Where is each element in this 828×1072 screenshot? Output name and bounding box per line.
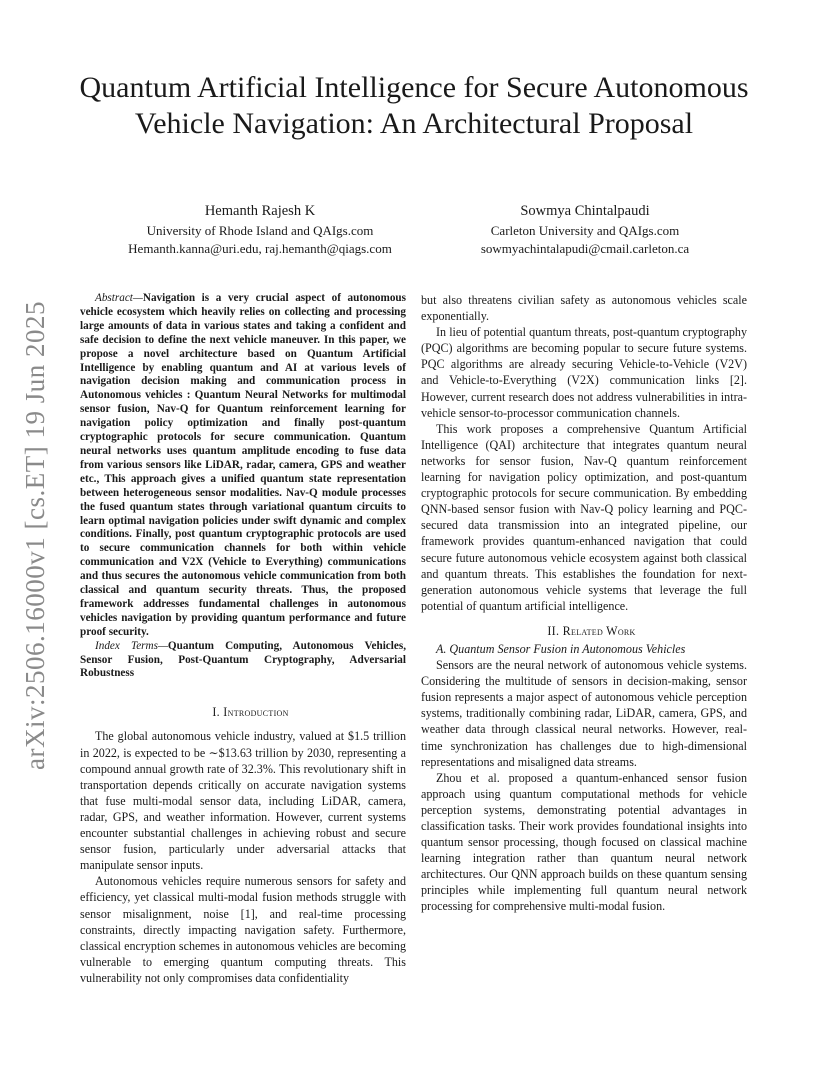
author-name: Sowmya Chintalpaudi bbox=[520, 203, 650, 219]
abstract-text: Navigation is a very crucial aspect of autonomous vehicle ecosystem which heavily relies on collecting and processing large amounts of data in various states and taking a confident and safe decision to define the next vehicle maneuver. In this paper, we propose a novel architecture based on Quantum Artificial Intelligence by enabling quantum and AI at various levels of navigation decision making and communication process in Autonomous vehicles : Quantum Neural Networks for multimodal sensor fusion, Nav-Q for Quantum reinforcement learning for navigation policy optimization and finally post-quantum cryptographic protocols for secure communication. Quantum neural networks uses quantum amplitude encoding to fuse data from various sensors like LiDAR, radar, camera, GPS and weather etc., This approach gives a unified quantum state representation between heterogeneous sensor modalities. Nav-Q module processes the fused quantum states through variational quantum circuits to learn optimal navigation policies under swift dynamic and complex conditions. Finally, post quantum cryptographic protocols are used to secure communication channels for both within vehicle communication and V2X (Vehicle to Everything) communications and thus secures the autonomous vehicle communication from both classical and quantum security threats. Thus, the proposed framework addresses fundamental challenges in autonomous vehicles navigation by providing quantum performance and future proof security. bbox=[80, 292, 406, 638]
left-column bbox=[80, 292, 406, 986]
paragraph: The global autonomous vehicle industry, valued at $1.5 trillion in 2022, is expected to be ∼$13.63 trillion by 2030, representing a compound annual growth rate of 32.3%. This revolutionary shift in transportation depends critically on accurate navigation systems that fuse multi-modal sensor data, including LiDAR, camera, radar, GPS, and weather information. However, current systems encounter substantial challenges in achieving robust and secure sensor fusion, particularly under adversarial attacks that manipulate sensor inputs. bbox=[80, 729, 406, 873]
abstract bbox=[80, 292, 406, 640]
arxiv-identifier-text: arXiv:2506.16000v1 [cs.ET] 19 Jun 2025 bbox=[19, 300, 50, 770]
paragraph: Sensors are the neural network of autonomous vehicle systems. Considering the multitude of sensors in decision-making, sensor fusion represents a major aspect of autonomous vehicle perception systems, traditionally combining radar, LiDAR, camera, GPS, and weather data through classical neural networks. However, real-time synchronization has challenges due to high-dimensional representations and misaligned data streams. bbox=[421, 658, 747, 769]
section-heading-introduction: I. Introduction bbox=[212, 705, 289, 720]
paragraph: Autonomous vehicles require numerous sensors for safety and efficiency, yet classical multi-modal fusion methods struggle with sensor misalignment, noise [1], and real-time processing constraints, directly impacting navigation safety. Furthermore, classical encryption schemes in autonomous vehicles are becoming vulnerable to emerging quantum computing threats. This vulnerability not only compromises data confidentiality bbox=[80, 874, 406, 985]
abstract-label: Abstract— bbox=[95, 292, 143, 304]
author-affiliation: University of Rhode Island and QAIgs.com bbox=[146, 223, 374, 238]
arxiv-identifier bbox=[20, 300, 50, 770]
paragraph-continuation: but also threatens civilian safety as autonomous vehicles scale exponentially. bbox=[421, 293, 747, 324]
subsection-heading: A. Quantum Sensor Fusion in Autonomous Vehicles bbox=[436, 641, 686, 656]
paragraph: In lieu of potential quantum threats, post-quantum cryptography (PQC) algorithms are becoming popular to secure future systems. PQC algorithms are already securing Vehicle-to-Vehicle (V2V) and Vehicle-to-Everything (V2X) communication links [2]. However, current research does not address vulnerabilities in intra-vehicle sensor-to-processor communication channels. bbox=[421, 325, 747, 420]
section-heading-related-work: II. Related Work bbox=[547, 623, 636, 638]
right-column bbox=[421, 292, 747, 915]
paper-title: Quantum Artificial Intelligence for Secure Autonomous Vehicle Navigation: An Architectural Proposal bbox=[79, 71, 749, 140]
index-terms bbox=[80, 640, 406, 682]
index-terms-label: Index Terms— bbox=[95, 639, 168, 652]
author-name: Hemanth Rajesh K bbox=[204, 203, 316, 219]
author-email: sowmyachintalapudi@cmail.carleton.ca bbox=[480, 241, 690, 256]
author-affiliation: Carleton University and QAIgs.com bbox=[490, 223, 680, 238]
index-terms-text: Quantum Computing, Autonomous Vehicles, Sensor Fusion, Post-Quantum Cryptography, Adversarial Robustness bbox=[80, 639, 406, 680]
author-email: Hemanth.kanna@uri.edu, raj.hemanth@qiags.com bbox=[128, 241, 392, 256]
paragraph: Zhou et al. proposed a quantum-enhanced sensor fusion approach using quantum computational methods for vehicle perception systems, demonstrating potential advantages in classification tasks. Their work provides foundational insights into quantum sensor processing, though focused on classical machine learning integration rather than quantum neural network architectures. Our QNN approach builds on these quantum sensing principles while implementing full quantum neural network processing for comprehensive multi-modal fusion. bbox=[421, 770, 747, 914]
paragraph: This work proposes a comprehensive Quantum Artificial Intelligence (QAI) architecture that integrates quantum neural networks for sensor fusion, Nav-Q quantum reinforcement learning for navigation policy optimization, and post-quantum cryptographic protocols for secure communication. By embedding QNN-based sensor fusion with Nav-Q policy learning and PQC-secured data transmission into an integrated pipeline, our framework provides quantum-enhanced navigation that could secure future autonomous vehicle ecosystem against both classical and quantum threats. This establishes the foundation for next-generation autonomous vehicle systems that leverage the full potential of quantum artificial intelligence. bbox=[421, 421, 747, 613]
author-block-2 bbox=[425, 202, 745, 258]
author-block-1 bbox=[100, 202, 420, 258]
